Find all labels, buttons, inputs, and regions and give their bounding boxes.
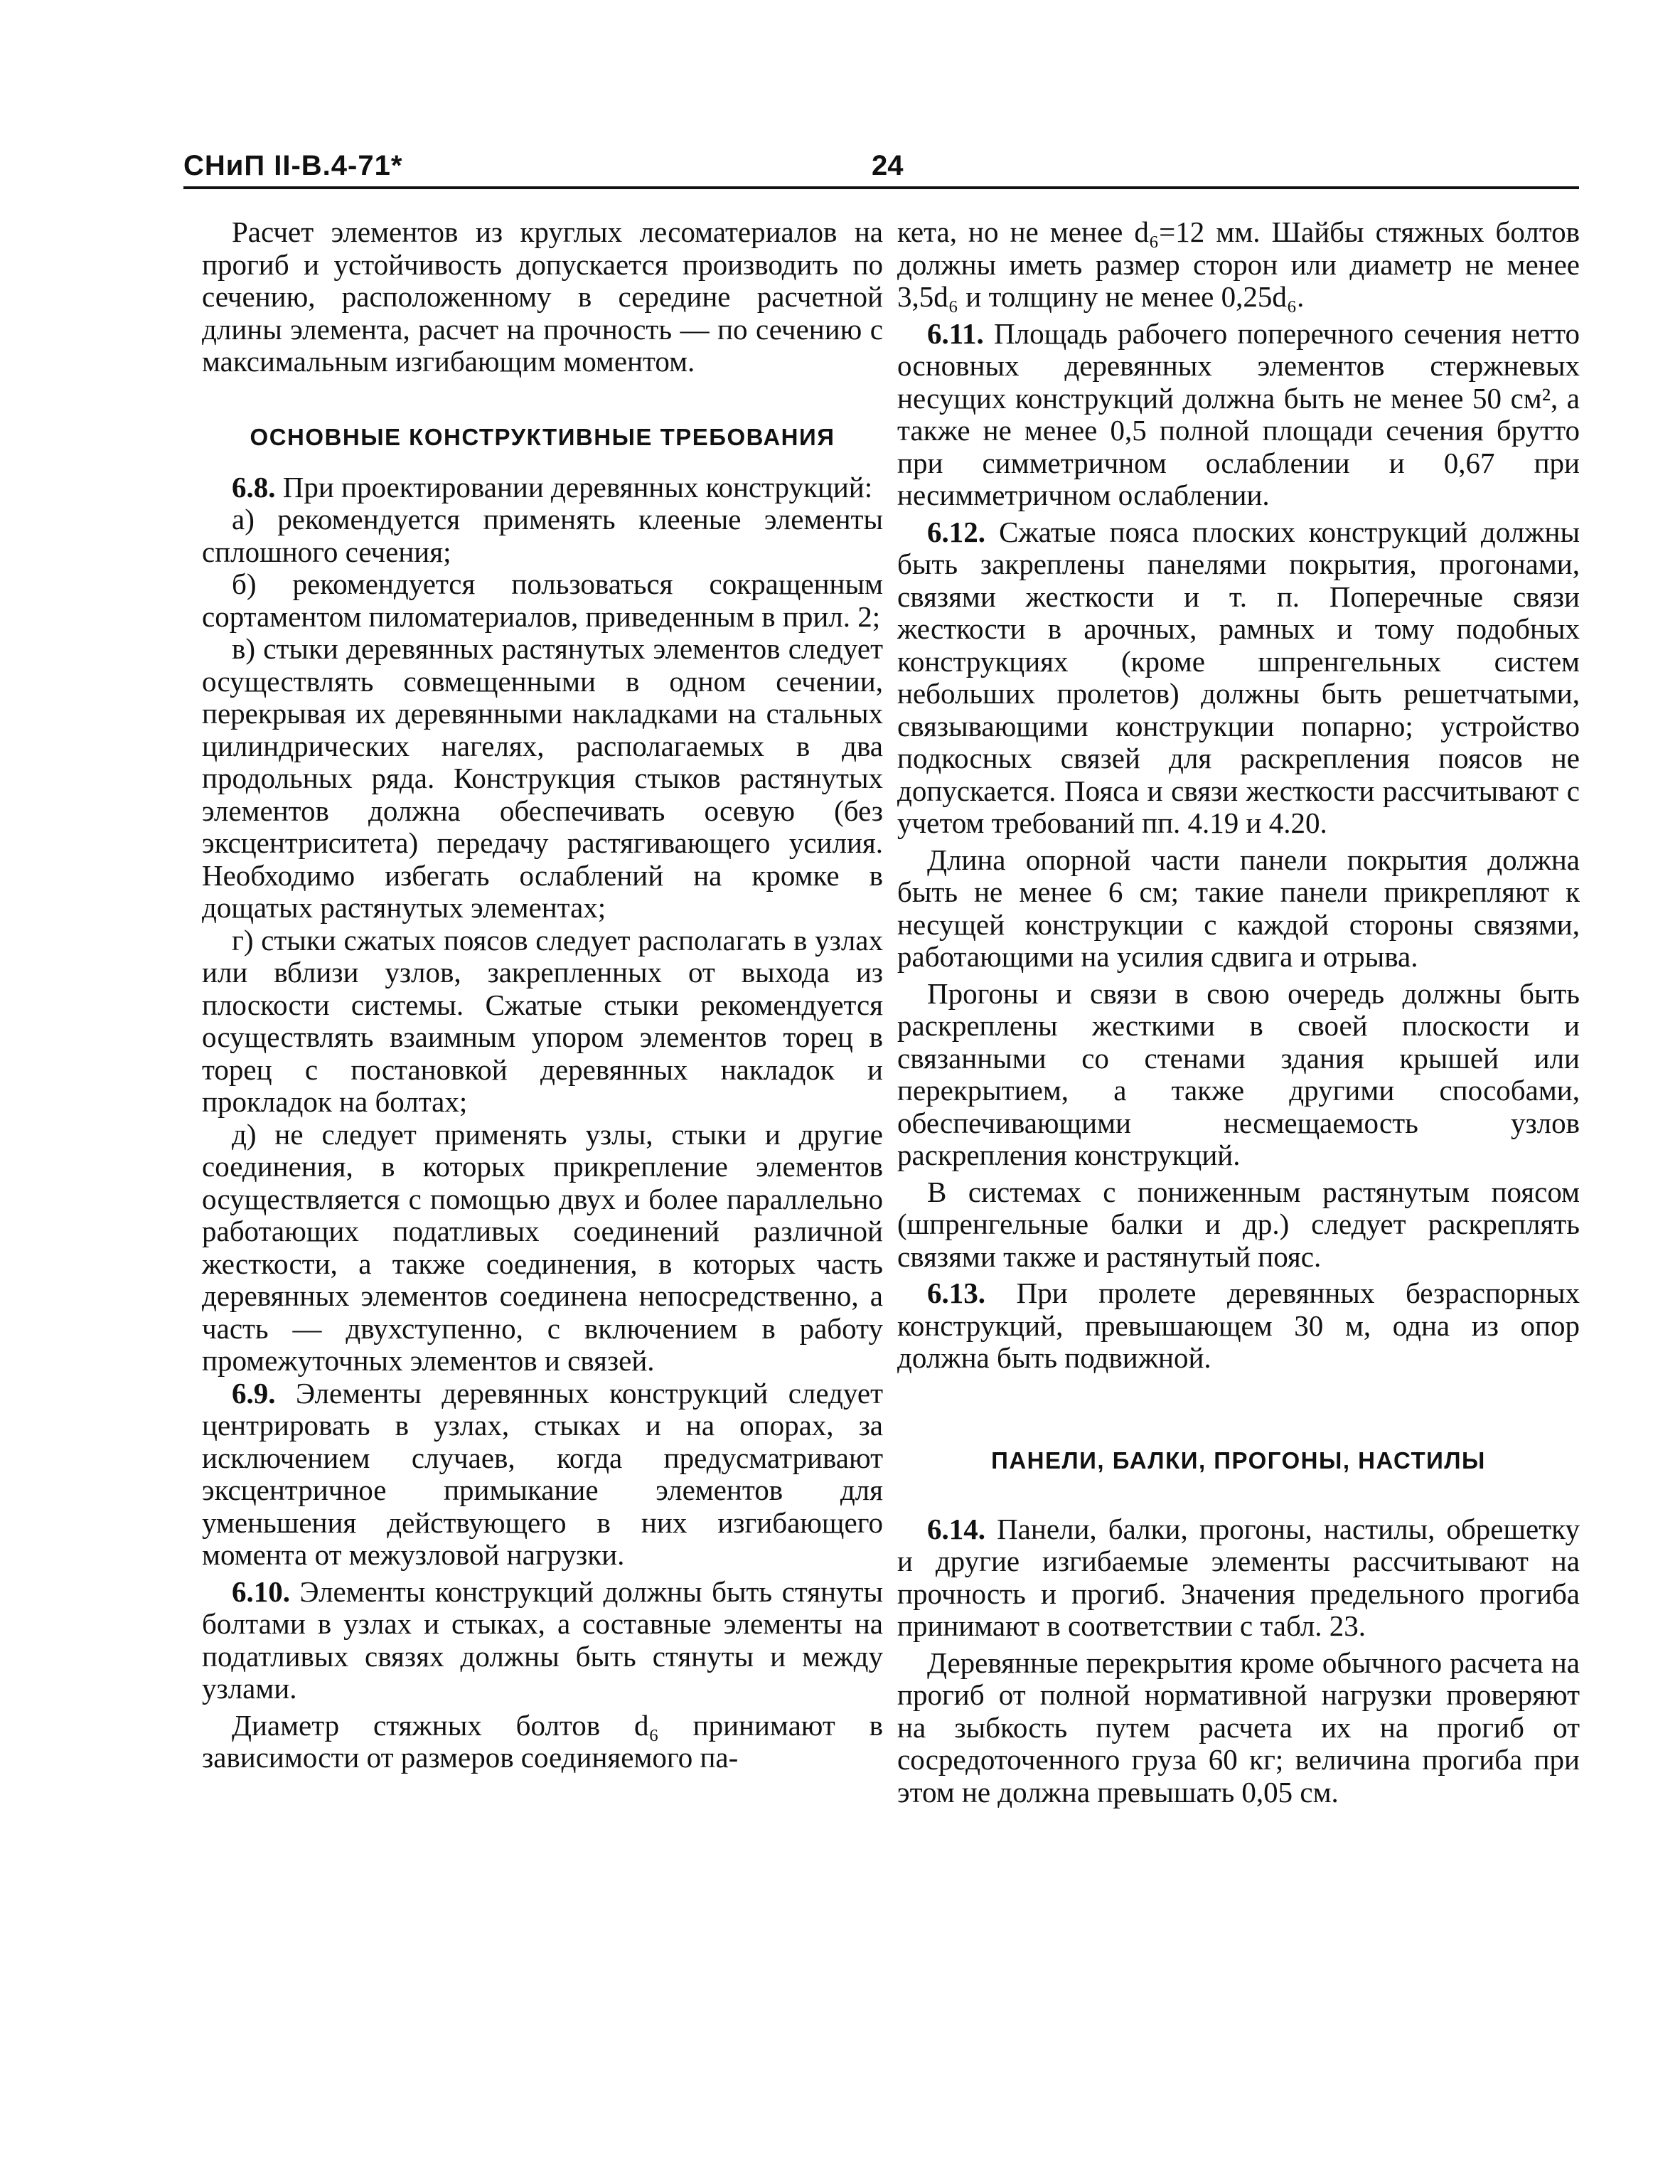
clause-text: При пролете деревянных безраспорных конструкций, превышающем 30 м, одна из опор должна быть подвижной. [897,1277,1580,1374]
left-column [202,216,883,1774]
clause-6-8 [202,472,883,504]
clause-6-14-paragraph-2: Деревянные перекрытия кроме обычного расчета на прогиб от полной нормативной нагрузки проверяют на зыбкость путем расчета их на прогиб от сосредоточенного груза 60 кг; величина прогиба при этом не должна превышать 0,05 см. [897,1646,1580,1809]
clause-6-12 [897,516,1580,840]
clause-6-12-paragraph-2: Длина опорной части панели покрытия должна быть не менее 6 см; такие панели прикрепляют к несущей конструкции с каждой стороны связями, работающими на усилия сдвига и отрыва. [897,843,1580,973]
list-item-v: в) стыки деревянных растянутых элементов следует осуществлять совмещенными в одном сечении, перекрывая их деревянными накладками на стальных цилиндрических нагелях, располагаемых в два продольных ряда. Конструкция стыков растянутых элементов должна обеспечивать осевую (без эксцентриситета) передачу растягивающего усилия. Необходимо избегать ослаблений на кромке в дощатых растянутых элементах; [202,632,883,924]
clause-number: 6.13. [927,1277,985,1309]
clause-number: 6.12. [927,515,985,548]
intro-paragraph: Расчет элементов из круглых лесоматериалов на прогиб и устойчивость допускается производить по сечению, расположенному в середине расчетной длины элемента, расчет на прочность — по сечению с максимальным изгибающим моментом. [202,215,883,378]
list-item-d: д) не следует применять узлы, стыки и другие соединения, в которых прикрепление элементов осуществляется с помощью двух и более параллельно работающих податливых соединений различной жесткости, а также соединения, в которых часть деревянных элементов соединена непосредственно, а часть — двухступенно, с включением в работу промежуточных элементов и связей. [202,1117,883,1377]
clause-text: Элементы конструкций должны быть стянуты болтами в узлах и стыках, а составные элементы на податливых связях должны быть стянуты и между узлами. [202,1575,883,1705]
list-item-a: а) рекомендуется применять клееные элементы сплошного сечения; [202,503,883,568]
document-code: СНиП II-В.4-71* [183,150,403,181]
clause-6-10 [202,1576,883,1705]
clause-6-10-continued: Диаметр стяжных болтов d₆ принимают в зависимости от размеров соединяемого па- [202,1708,883,1774]
clause-text: Площадь рабочего поперечного сечения нетто основных деревянных элементов стержневых несущих конструкций должна быть не менее 50 см², а также не менее 0,5 полной площади сечения брутто при симметричном ослаблении и 0,67 при несимметричном ослаблении. [897,316,1580,511]
list-item-b: б) рекомендуется пользоваться сокращенным сортаментом пиломатериалов, приведенным в прил. 2; [202,568,883,633]
clause-6-11 [897,318,1580,512]
clause-text: Элементы деревянных конструкций следует центрировать в узлах, стыках и на опорах, за исключением случаев, когда предусматривают эксцентричное примыкание элементов для уменьшения действующего в них изгибающего момента от межузловой нагрузки. [202,1376,883,1571]
section-heading-panels: ПАНЕЛИ, БАЛКИ, ПРОГОНЫ, НАСТИЛЫ [991,1447,1486,1474]
clause-text: Сжатые пояса плоских конструкций должны быть закреплены панелями покрытия, прогонами, связями жесткости и т. п. Поперечные связи жесткости в арочных, рамных и тому подобных конструкциях (кроме шпренгельных систем небольших пролетов) должны быть решетчатыми, связывающими конструкции попарно; устройство подкосных связей для раскрепления поясов не допускается. Пояса и связи жесткости рассчитывают с учетом требований пп. 4.19 и 4.20. [897,515,1580,839]
clause-number: 6.14. [927,1512,985,1545]
clause-6-12-paragraph-3: Прогоны и связи в свою очередь должны быть раскреплены жесткими в своей плоскости и связанными со стенами здания крышей или перекрытием, а также другими способами, обеспечивающими несмещаемость узлов раскрепления конструкций. [897,976,1580,1171]
clause-text: Панели, балки, прогоны, настилы, обрешетку и другие изгибаемые элементы рассчитывают на прочность и прогиб. Значения предельного прогиба принимают в соответствии с табл. 23. [897,1512,1580,1642]
page-number: 24 [872,150,904,181]
page-header [183,142,1579,189]
right-column [897,216,1580,1809]
clause-6-12-paragraph-4: В системах с пониженным растянутым поясом (шпренгельные балки и др.) следует раскреплять связями также и растянутый пояс. [897,1175,1580,1273]
clause-6-9 [202,1378,883,1572]
list-item-g: г) стыки сжатых поясов следует располагать в узлах или вблизи узлов, закрепленных от выхода из плоскости системы. Сжатые стыки рекомендуется осуществлять взаимным упором элементов торец в торец с постановкой деревянных накладок и прокладок на болтах; [202,923,883,1118]
clause-6-14 [897,1513,1580,1643]
clause-text: При проектировании деревянных конструкций: [275,470,873,504]
section-heading-constructive: ОСНОВНЫЕ КОНСТРУКТИВНЫЕ ТРЕБОВАНИЯ [250,423,835,450]
continued-paragraph: кета, но не менее d₆=12 мм. Шайбы стяжных болтов должны иметь размер сторон или диаметр не менее 3,5d₆ и толщину не менее 0,25d₆. [897,215,1580,313]
clause-number: 6.11. [927,316,984,350]
clause-number: 6.10. [232,1575,290,1608]
clause-6-13 [897,1277,1580,1375]
clause-number: 6.9. [232,1376,276,1410]
clause-number: 6.8. [232,470,276,504]
